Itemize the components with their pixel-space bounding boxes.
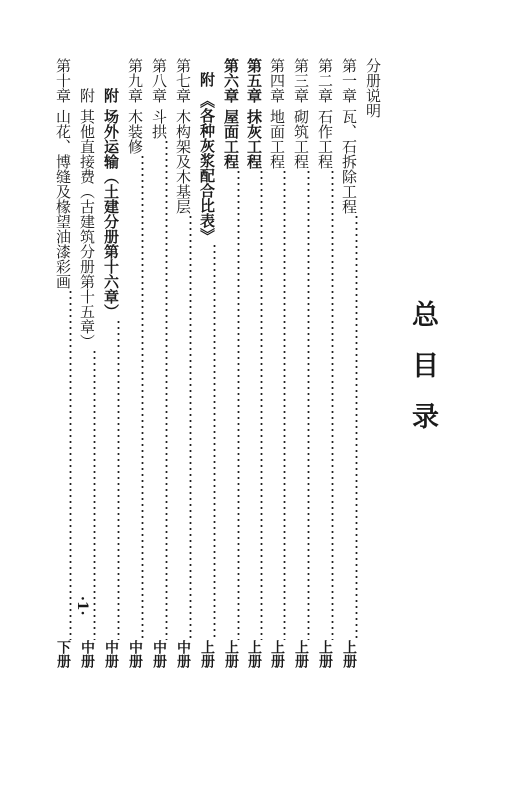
chapter-label: 附 — [102, 88, 120, 103]
dot-leader — [236, 169, 240, 640]
toc-entry — [290, 58, 312, 668]
entry-title: 斗拱 — [150, 109, 168, 139]
dot-leader — [92, 349, 96, 640]
dot-leader — [188, 214, 192, 640]
volume-label: 上册 — [223, 640, 239, 668]
dot-leader — [164, 139, 168, 640]
volume-label: 上册 — [246, 640, 262, 668]
entry-title: 木装修 — [126, 109, 144, 154]
volume-label: 中册 — [127, 640, 143, 668]
dot-leader — [116, 319, 120, 640]
toc-entry — [196, 58, 218, 668]
chapter-label: 第九章 — [126, 58, 144, 103]
chapter-label: 第十章 — [54, 58, 72, 103]
toc-entry — [172, 58, 194, 668]
dot-leader — [212, 243, 216, 640]
chapter-label: 第四章 — [268, 58, 286, 103]
dot-leader — [140, 154, 144, 640]
entry-title: 抹灰工程 — [245, 109, 263, 169]
entry-title: 山花、博缝及椽望油漆彩画 — [54, 109, 72, 289]
chapter-label: 附 — [198, 72, 216, 87]
toc-entry — [266, 58, 288, 668]
toc-entry — [100, 58, 122, 668]
entry-title: 砌筑工程 — [292, 109, 310, 169]
chapter-label: 第二章 — [316, 58, 334, 103]
entry-title: 瓦、石拆除工程 — [340, 109, 358, 214]
toc-entry — [148, 58, 170, 668]
volume-label: 中册 — [151, 640, 167, 668]
chapter-label: 第一章 — [340, 58, 358, 103]
volume-label: 中册 — [103, 640, 119, 668]
toc-entry — [220, 58, 242, 668]
dot-leader — [330, 169, 334, 640]
dot-leader — [68, 289, 72, 640]
dot-leader — [306, 169, 310, 640]
dot-leader — [354, 214, 358, 640]
volume-label: 上册 — [317, 640, 333, 668]
dot-leader — [259, 169, 263, 640]
chapter-label: 第六章 — [222, 58, 240, 103]
volume-label: 上册 — [199, 640, 215, 668]
volume-label: 上册 — [269, 640, 285, 668]
chapter-label: 第七章 — [174, 58, 192, 103]
toc-entry — [314, 58, 336, 668]
page-title: 总目录 — [407, 300, 438, 453]
entry-title: 其他直接费（古建筑分册第十五章） — [78, 109, 96, 349]
toc-entry — [52, 58, 74, 668]
dot-leader — [282, 169, 286, 640]
toc-entry — [76, 58, 98, 668]
entry-title: 石作工程 — [316, 109, 334, 169]
volume-label: 上册 — [293, 640, 309, 668]
chapter-label: 附 — [78, 88, 96, 103]
chapter-label: 第五章 — [245, 58, 263, 103]
toc-entry — [124, 58, 146, 668]
entry-title: 地面工程 — [268, 109, 286, 169]
toc-header-label: 分册说明 — [364, 58, 382, 118]
toc-entry — [243, 58, 265, 668]
toc-entry — [338, 58, 360, 668]
volume-label: 中册 — [175, 640, 191, 668]
volume-label: 上册 — [341, 640, 357, 668]
entry-title: 屋面工程 — [222, 109, 240, 169]
chapter-label: 第八章 — [150, 58, 168, 103]
entry-title: 木构架及木基层 — [174, 109, 192, 214]
page-number: ·1· — [74, 596, 90, 616]
chapter-label: 第三章 — [292, 58, 310, 103]
entry-title: 《各种灰浆配合比表》 — [198, 93, 216, 243]
volume-label: 下册 — [55, 640, 71, 668]
volume-label: 中册 — [79, 640, 95, 668]
toc-header — [362, 58, 384, 668]
entry-title: 场外运输（土建分册第十六章） — [102, 109, 120, 319]
